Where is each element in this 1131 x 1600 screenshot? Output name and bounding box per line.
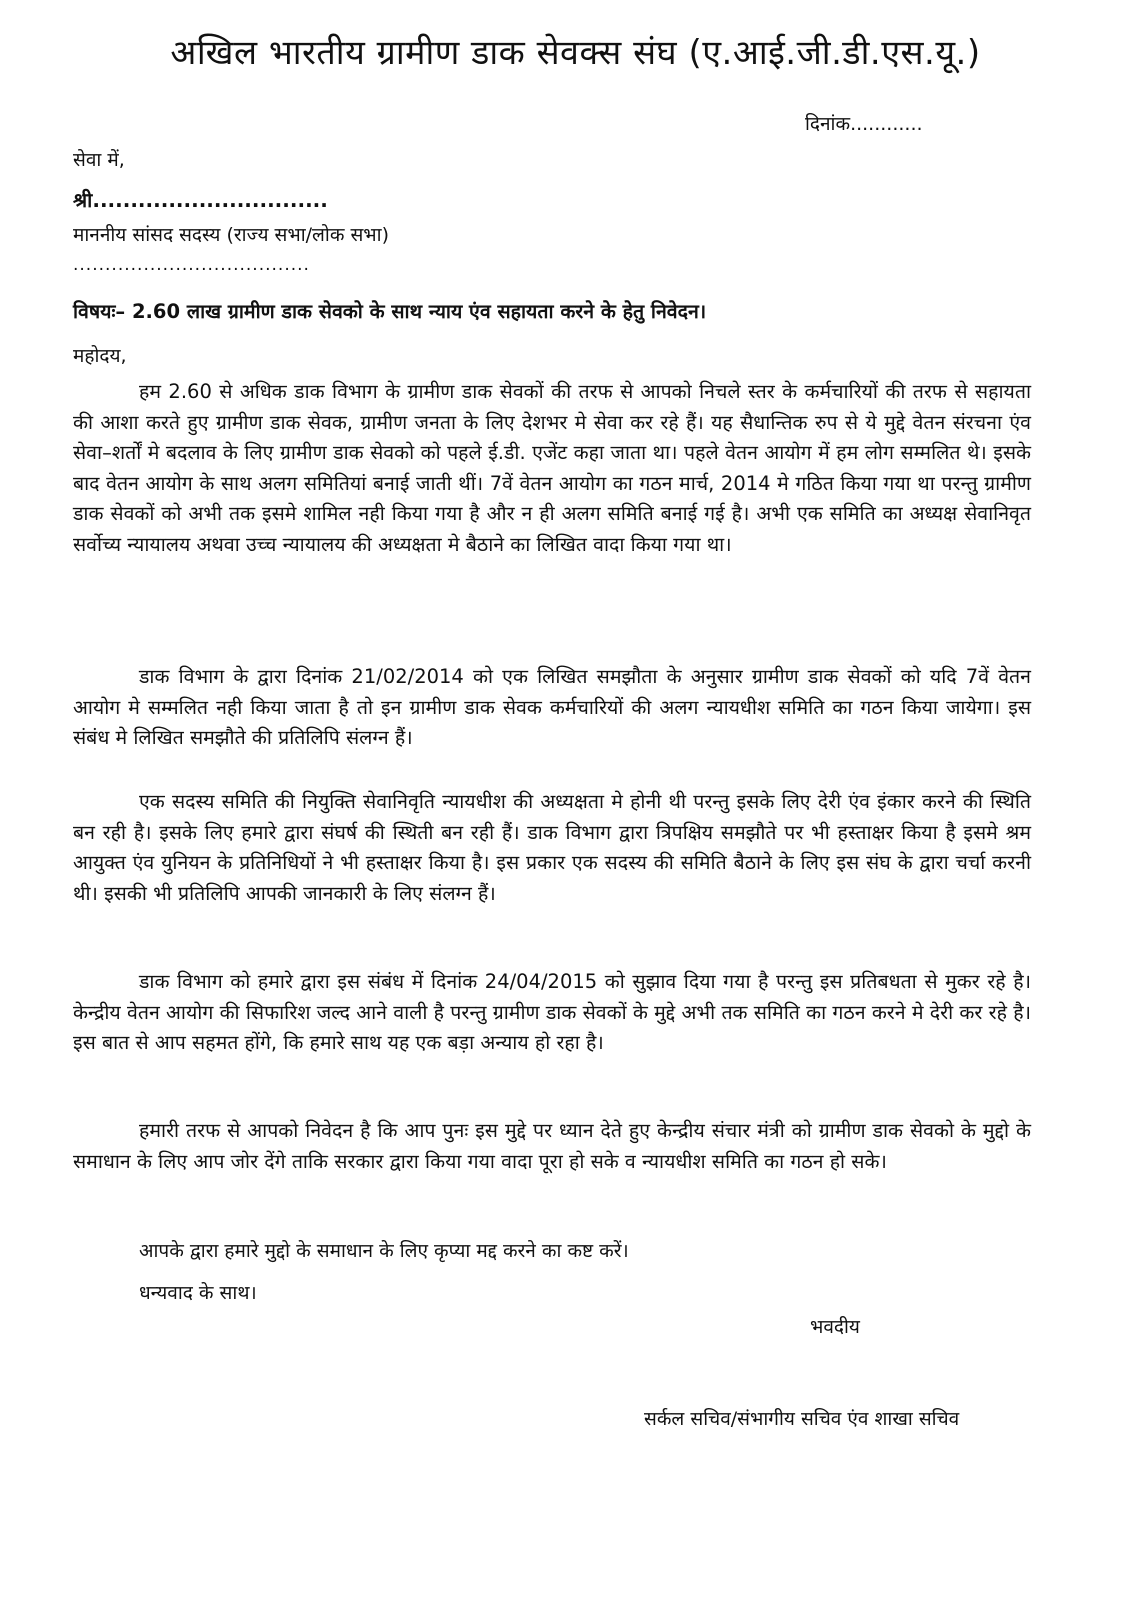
- recipient-name: श्री...............................: [73, 188, 328, 212]
- thanks-line: धन्यवाद के साथ।: [139, 1282, 257, 1304]
- body-paragraph-1: हम 2.60 से अधिक डाक विभाग के ग्रामीण डाक सेवकों की तरफ से आपको निचले स्तर के कर्मचारियों की तरफ से सहायता की आशा करते हुए ग्रामीण डाक सेवक, ग्रामीण जनता के लिए देशभर मे सेवा कर रहे हैं। यह सैधान्तिक रुप से ये मुद्दे वेतन संरचना एंव सेवा–शर्तों मे बदलाव के लिए ग्रामीण डाक सेवको को पहले ई.डी. एजेंट कहा जाता था। पहले वेतन आयोग में हम लोग सम्मलित थे। इसके बाद वेतन आयोग के साथ अलग समितियां बनाई जाती थीं। 7वें वेतन आयोग का गठन मार्च, 2014 मे गठित किया गया था परन्तु ग्रामीण डाक सेवकों को अभी तक इसमे शामिल नही किया गया है और न ही अलग समिति बनाई गई है। अभी एक समिति का अध्यक्ष सेवानिवृत सर्वोच्य न्यायालय अथवा उच्च न्यायालय की अध्यक्षता मे बैठाने का लिखित वादा किया गया था।: [73, 380, 1032, 556]
- salutation: महोदय,: [73, 345, 127, 367]
- signatory-designation: सर्कल सचिव/संभागीय सचिव एंव शाखा सचिव: [644, 1408, 960, 1430]
- body-paragraph-5: हमारी तरफ से आपको निवेदन है कि आप पुनः इस मुद्दे पर ध्यान देते हुए केन्द्रीय संचार मंत्री को ग्रामीण डाक सेवको के मुद्दो के समाधान के लिए आप जोर देंगे ताकि सरकार द्वारा किया गया वादा पूरा हो सके व न्यायधीश समिति का गठन हो सके।: [73, 1119, 1031, 1173]
- recipient-address: .....................................: [73, 255, 310, 275]
- body-paragraph-3: एक सदस्य समिति की नियुक्ति सेवानिवृति न्यायधीश की अध्यक्षता मे होनी थी परन्तु इसके लिए देरी एंव इंकार करने की स्थिति बन रही है। इसके लिए हमारे द्वारा संघर्ष की स्थिती बन रही हैं। डाक विभाग द्वारा त्रिपक्षिय समझौते पर भी हस्ताक्षर किया है इसमे श्रम आयुक्त एंव युनियन के प्रतिनिधियों ने भी हस्ताक्षर किया है। इस प्रकार एक सदस्य की समिति बैठाने के लिए इस संघ के द्वारा चर्चा करनी थी। इसकी भी प्रतिलिपि आपकी जानकारी के लिए संलग्न हैं।: [73, 790, 1031, 905]
- date-field: दिनांक............: [805, 113, 923, 135]
- body-paragraph-4: डाक विभाग को हमारे द्वारा इस संबंध में दिनांक 24/04/2015 को सुझाव दिया गया है परन्तु इस प्रतिबधता से मुकर रहे है। केन्द्रीय वेतन आयोग की सिफारिश जल्द आने वाली है परन्तु ग्रामीण डाक सेवकों के मुद्दे अभी तक समिति का गठन करने मे देरी कर रहे है। इस बात से आप सहमत होंगे, कि हमारे साथ यह एक बड़ा अन्याय हो रहा है।: [73, 970, 1031, 1054]
- closing-request: आपके द्वारा हमारे मुद्दो के समाधान के लिए कृप्या मद्द करने का कष्ट करें।: [139, 1240, 629, 1262]
- body-paragraph-2: डाक विभाग के द्वारा दिनांक 21/02/2014 को एक लिखित समझौता के अनुसार ग्रामीण डाक सेवकों को यदि 7वें वेतन आयोग मे सम्मलित नही किया जाता है तो इन ग्रामीण डाक सेवक कर्मचारियों की अलग न्यायधीश समिति का गठन किया जायेगा। इस संबंध मे लिखित समझौते की प्रतिलिपि संलग्न हैं।: [73, 665, 1031, 749]
- subject-line: विषयः– 2.60 लाख ग्रामीण डाक सेवको के साथ न्याय एंव सहायता करने के हेतु निवेदन।: [73, 300, 707, 323]
- letter-title: अखिल भारतीय ग्रामीण डाक सेवक्स संघ (ए.आई.जी.डी.एस.यू.): [170, 33, 981, 73]
- recipient-designation: माननीय सांसद सदस्य (राज्य सभा/लोक सभा): [73, 224, 390, 246]
- recipient-to: सेवा में,: [73, 149, 125, 171]
- sign-off: भवदीय: [810, 1316, 860, 1338]
